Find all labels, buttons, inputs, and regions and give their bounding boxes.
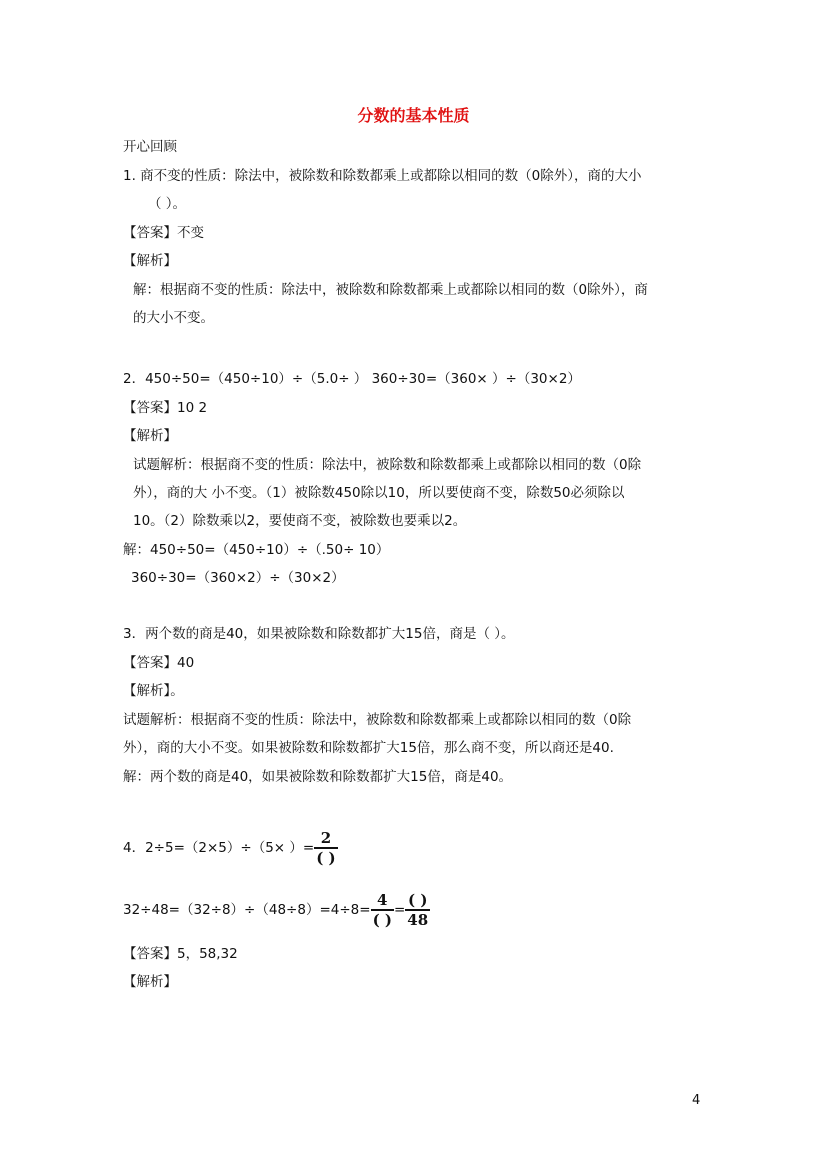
document-title: 分数的基本性质 [357,106,470,125]
q2-explanation-cont: 外），商的大 小不变。（1）被除数450除以10，所以要使商不变，除数50必须除以 [133,485,625,501]
q4-question-line1 [123,825,338,871]
q1-question: 1. 商不变的性质：除法中，被除数和除数都乘上或都除以相同的数（0除外），商的大小 [123,168,642,184]
fraction-blank-over-48: $\frac{( )}{48}$ [407,890,429,929]
q4-equation-2: 32÷48=（32÷8）÷（48÷8）=4÷8= [123,902,371,918]
q2-solution: 解：450÷50=（450÷10）÷（.50÷ 10） [123,542,390,558]
q2-question: 2．450÷50=（450÷10）÷（5.0÷ ） 360÷30=（360× ）÷（30×2） [123,371,581,387]
q1-question-cont: （ ）。 [148,196,187,212]
page-number: 4 [692,1093,701,1108]
q1-explanation: 解：根据商不变的性质：除法中，被除数和除数都乘上或都除以相同的数（0除外），商 [133,282,648,298]
q1-explanation-cont: 的大小不变。 [133,310,214,326]
q1-analysis-label: 【解析】 [123,253,177,269]
q4-analysis-label: 【解析】 [123,974,177,990]
q2-answer: 【答案】10 2 [123,400,208,416]
fraction-2-over-blank: $\frac{2}{( )}$ [316,828,336,867]
q2-analysis-label: 【解析】 [123,428,177,444]
q3-answer: 【答案】40 [123,655,195,671]
equals-sign: = [393,902,406,918]
q3-solution: 解：两个数的商是40，如果被除数和除数都扩大15倍，商是40。 [123,769,513,785]
q4-question-line2 [123,887,430,933]
section-heading: 开心回顾 [123,139,177,155]
fraction-4-over-blank: $\frac{4}{( )}$ [372,890,392,929]
q4-equation-1: 4．2÷5=（2×5）÷（5× ）= [123,840,315,856]
q3-explanation-cont: 外），商的大小不变。如果被除数和除数都扩大15倍，那么商不变，所以商还是40. [123,740,614,756]
q2-solution-cont: 360÷30=（360×2）÷（30×2） [131,570,345,586]
q1-answer: 【答案】不变 [123,225,204,241]
q4-answer: 【答案】5，58,32 [123,946,238,962]
q2-explanation: 试题解析：根据商不变的性质：除法中，被除数和除数都乘上或都除以相同的数（0除 [133,457,642,473]
q3-question: 3．两个数的商是40，如果被除数和除数都扩大15倍，商是（ ）。 [123,626,515,642]
q3-explanation: 试题解析：根据商不变的性质：除法中，被除数和除数都乘上或都除以相同的数（0除 [123,712,632,728]
q3-analysis-label: 【解析】。 [123,683,184,699]
q2-explanation-cont2: 10。（2）除数乘以2，要使商不变，被除数也要乘以2。 [133,513,467,529]
